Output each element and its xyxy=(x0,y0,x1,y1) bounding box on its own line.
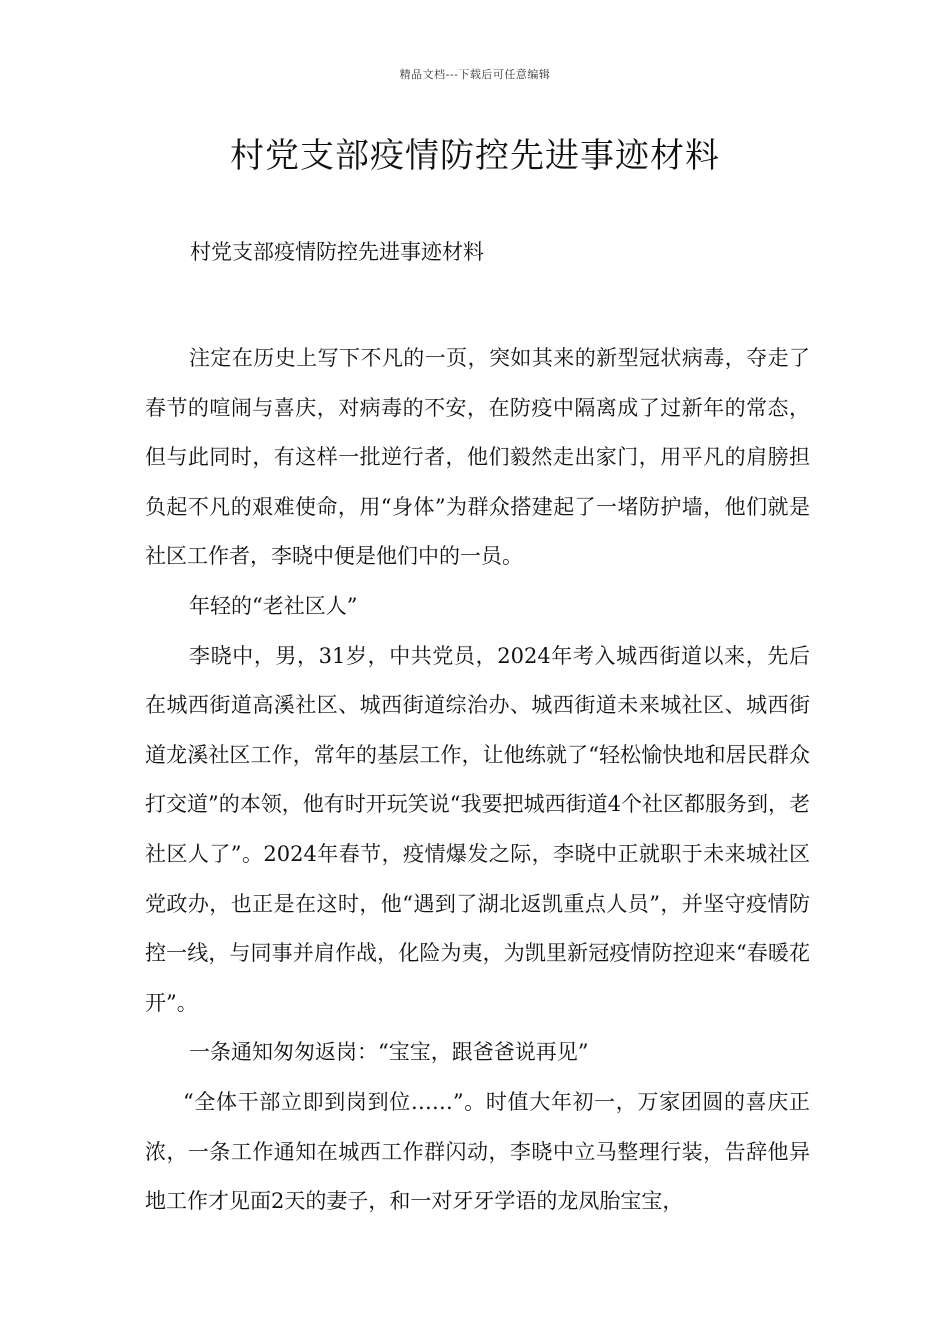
document-title: 村党支部疫情防控先进事迹材料 xyxy=(230,136,720,176)
section-heading-young-veteran: 年轻的“老社区人” xyxy=(189,593,358,618)
paragraph-intro: 注定在历史上写下不凡的一页，突如其来的新型冠状病毒，夺走了春节的喧闹与喜庆，对病毒的不安，在防疫中隔离成了过新年的常态，但与此同时，有这样一批逆行者，他们毅然走出家门，用平凡的肩膀担负起不凡的艰难使命，用“身体”为群众搭建起了一堵防护墙，他们就是社区工作者，李晓中便是他们中的一员。 xyxy=(145,346,810,569)
header-note: 精品文档---下载后可任意编辑 xyxy=(399,68,551,81)
paragraph-profile: 李晓中，男，31岁，中共党员，2024年考入城西街道以来，先后在城西街道高溪社区、城西街道综治办、城西街道未来城社区、城西街道龙溪社区工作，常年的基层工作，让他练就了“轻松愉快地和居民群众打交道”的本领，他有时开玩笑说“我要把城西街道4个社区都服务到，老社区人了”。2024年春节，疫情爆发之际，李晓中正就职于未来城社区党政办，也正是在这时，他“遇到了湖北返凯重点人员”，并坚守疫情防控一线，与同事并肩作战，化险为夷，为凯里新冠疫情防控迎来“春暖花开”。 xyxy=(145,643,810,1015)
section-heading-notice: 一条通知匆匆返岗：“宝宝，跟爸爸说再见” xyxy=(189,1040,589,1065)
body-text xyxy=(145,334,810,1227)
paragraph-notice: “全体干部立即到岗到位……”。时值大年初一，万家团圆的喜庆正浓，一条工作通知在城西工作群闪动，李晓中立马整理行装，告辞他异地工作才见面2天的妻子，和一对牙牙学语的龙凤胎宝宝， xyxy=(145,1089,810,1214)
document-subtitle: 村党支部疫情防控先进事迹材料 xyxy=(190,240,484,264)
